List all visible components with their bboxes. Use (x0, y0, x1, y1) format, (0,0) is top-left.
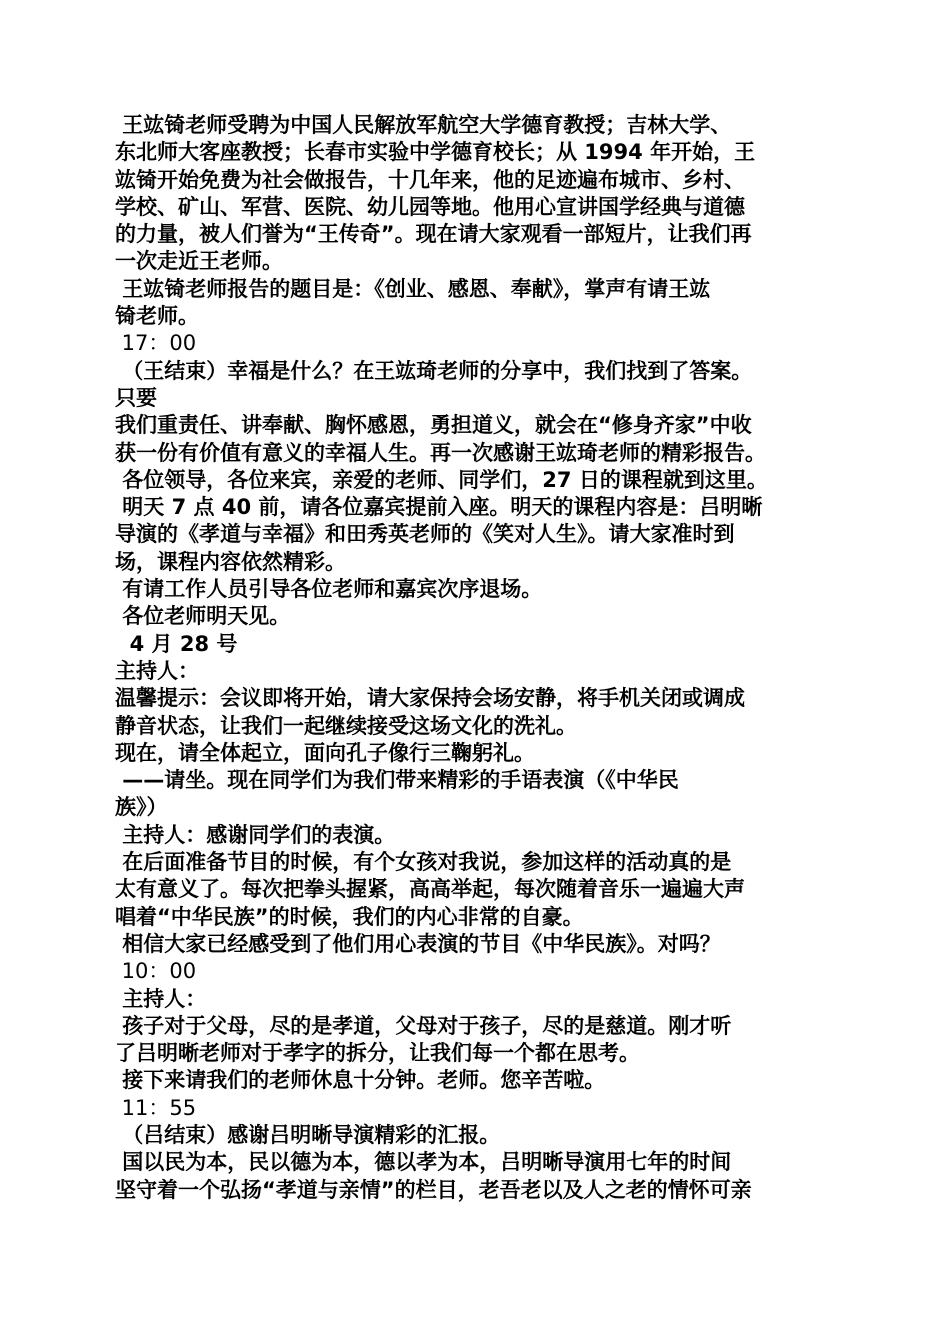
text-line: 锜老师。 (115, 304, 199, 329)
text-line: （吕结束）感谢吕明晰导演精彩的汇报。 (115, 1122, 501, 1147)
text-line: 王竑锜老师报告的题目是：《创业、感恩、奉献》，掌声有请王竑 (115, 276, 711, 301)
text-line: 一次走近王老师。 (115, 249, 283, 274)
document-page (115, 112, 845, 1204)
text-line: 东北师大客座教授；长春市实验中学德育校长；从 1994 年开始，王 (115, 140, 756, 165)
text-line: 导演的《孝道与幸福》和田秀英老师的《笑对人生》。请大家准时到 (115, 522, 735, 547)
text-line: 学校、矿山、军营、医院、幼儿园等地。他用心宣讲国学经典与道德 (115, 194, 745, 219)
text-line: 我们重责任、讲奉献、胸怀感恩，勇担道义，就会在“修身齐家”中收 (115, 413, 752, 438)
time-marker: 17：00 (115, 331, 197, 356)
text-line: 族》） (115, 795, 168, 820)
text-line: 主持人： (115, 986, 207, 1011)
text-line: 相信大家已经感受到了他们用心表演的节目《中华民族》。对吗？ (115, 931, 721, 956)
time-marker: 10：00 (115, 959, 197, 984)
text-line: 国以民为本，民以德为本，德以孝为本，吕明晰导演用七年的时间 (115, 1150, 732, 1175)
text-line: 各位领导，各位来宾，亲爱的老师、同学们，27 日的课程就到这里。 (115, 467, 768, 492)
text-line: 明天 7 点 40 前，请各位嘉宾提前入座。明天的课程内容是：吕明晰 (115, 495, 763, 520)
text-line: 获一份有价值有意义的幸福人生。再一次感谢王竑琦老师的精彩报告。 (115, 440, 766, 465)
text-line: 主持人：感谢同学们的表演。 (115, 822, 396, 847)
text-line: 场，课程内容依然精彩。 (115, 549, 346, 574)
text-line: 温馨提示：会议即将开始，请大家保持会场安静，将手机关闭或调成 (115, 686, 745, 711)
text-line: 太有意义了。每次把拳头握紧，高高举起，每次随着音乐一遍遍大声 (115, 877, 745, 902)
text-line: 唱着“中华民族”的时候，我们的内心非常的自豪。 (115, 904, 584, 929)
text-line: 在后面准备节目的时候，有个女孩对我说，参加这样的活动真的是 (115, 850, 732, 875)
text-line: 静音状态，让我们一起继续接受这场文化的洗礼。 (115, 713, 577, 738)
text-line: 各位老师明天见。 (115, 604, 291, 629)
text-line: 孩子对于父母，尽的是孝道，父母对于孩子，尽的是慈道。刚才听 (115, 1013, 732, 1038)
time-marker: 11：55 (115, 1095, 197, 1120)
date-heading: 4 月 28 号 (115, 631, 238, 656)
text-line: 竑锜开始免费为社会做报告，十几年来，他的足迹遍布城市、乡村、 (115, 167, 745, 192)
text-line: 有请工作人员引导各位老师和嘉宾次序退场。 (115, 577, 543, 602)
text-line: 接下来请我们的老师休息十分钟。老师。您辛苦啦。 (115, 1068, 606, 1093)
text-line: ——请坐。现在同学们为我们带来精彩的手语表演（《中华民 (115, 768, 679, 793)
text-line: 了吕明晰老师对于孝字的拆分，让我们每一个都在思考。 (115, 1041, 640, 1066)
text-line: 坚守着一个弘扬“孝道与亲情”的栏目，老吾老以及人之老的情怀可亲 (115, 1177, 752, 1202)
text-line: （王结束）幸福是什么？在王竑琦老师的分享中，我们找到了答案。 (115, 358, 753, 383)
text-line: 主持人： (115, 658, 199, 683)
text-line: 王竑锜老师受聘为中国人民解放军航空大学德育教授；吉林大学、 (115, 113, 732, 137)
text-line: 现在，请全体起立，面向孔子像行三鞠躬礼。 (115, 740, 535, 765)
text-line: 的力量，被人们誉为“王传奇”。现在请大家观看一部短片，让我们再 (115, 222, 752, 247)
text-line: 只要 (115, 385, 157, 410)
